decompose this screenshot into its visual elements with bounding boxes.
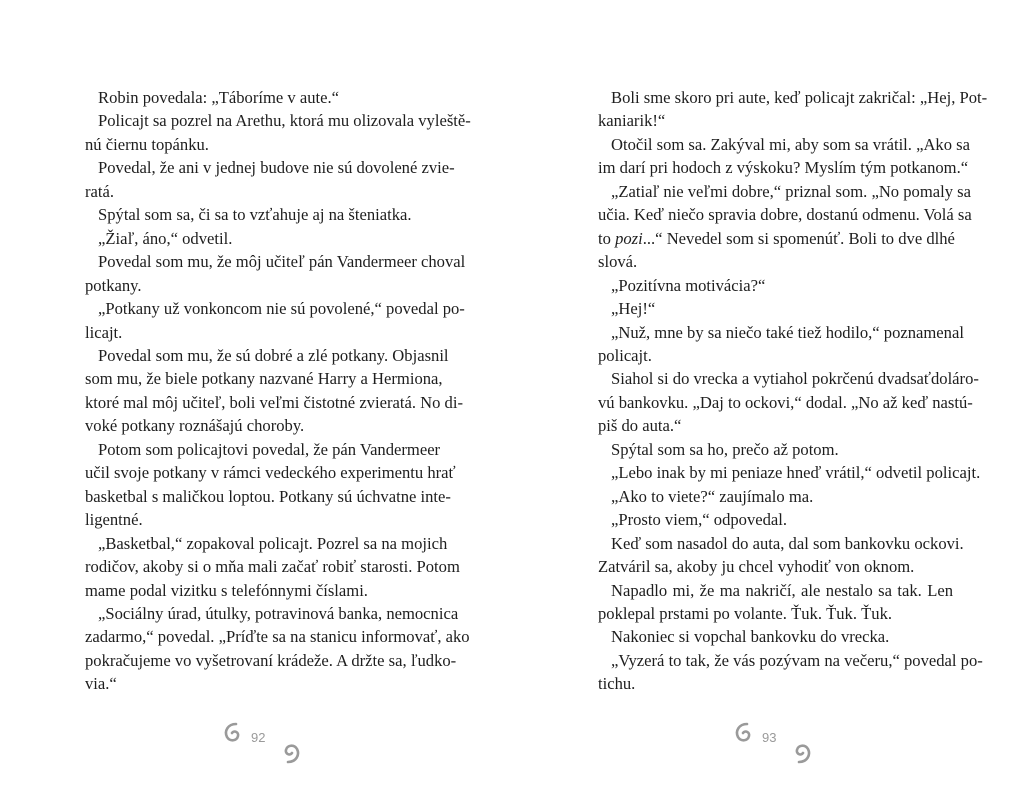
paragraph [598,86,988,133]
paragraph [598,297,953,320]
text-line: kaniarik!“ [598,111,666,131]
text-line: „Pozitívna motivácia?“ [611,275,766,295]
text-line: Siahol si do vrecka a vytiahol pokrčenú dvadsaťdoláro- [611,369,979,389]
text-line: ratá. [85,181,115,201]
text-line: vú bankovku. „Daj to ockovi,“ dodal. „No až keď nastú- [598,392,973,412]
paragraph [85,602,470,696]
text-line: „Hej!“ [611,299,656,319]
text-line: rodičov, akoby si o mňa mali začať robiť starosti. Potom [85,557,460,577]
text-line: mame podal vizitku s telefónnymi číslami. [85,580,368,600]
text-line: Boli sme skoro pri aute, keď policajt zakričal: „Hej, Pot- [611,88,988,107]
paragraph [85,438,456,532]
paragraph [598,438,953,461]
text-line: policajt. [598,345,652,365]
text-line: „Nuž, mne by sa niečo také tiež hodilo,“ poznamenal [611,322,964,342]
text-line: Zatváril sa, akoby ju chcel vyhodiť von oknom. [598,557,915,577]
text-line: Povedal, že ani v jednej budove nie sú dovolené zvie- [98,158,455,178]
page-number: 92 [251,730,266,745]
paragraph [85,532,460,602]
text-line: voké potkany roznášajú choroby. [85,416,305,436]
paragraph [598,532,964,579]
text-line: Spýtal som sa ho, prečo až potom. [611,439,839,459]
text-line: Spýtal som sa, či sa to vzťahuje aj na šteniatka. [98,205,412,225]
text-line: „Prosto viem,“ odpovedal. [611,510,788,530]
paragraph [598,367,979,437]
paragraph [598,508,953,531]
paragraph [85,86,440,109]
text-line: „Lebo inak by mi peniaze hneď vrátil,“ odvetil policajt. [611,463,981,483]
text-line: Policajt sa pozrel na Arethu, ktorá mu olizovala vyleště- [98,111,471,131]
text-line: „Ako to viete?“ zaujímalo ma. [611,486,814,506]
text-line: „Vyzerá to tak, že vás pozývam na večeru,“ povedal po- [611,650,983,670]
paragraph [85,297,465,344]
right-page-footer [733,718,813,768]
text-line: „Žiaľ, áno,“ odvetil. [98,228,233,248]
text-line: im darí pri hodoch z výskoku? Myslím tým potkanom.“ [598,158,969,178]
text-line: som mu, že biele potkany nazvané Harry a Hermiona, [85,369,443,389]
text-line: Otočil som sa. Zakýval mi, aby som sa vrátil. „Ako sa [611,134,971,154]
text-line: poklepal prstami po volante. Ťuk. Ťuk. Ťuk. [598,603,893,623]
text-line: zadarmo,“ povedal. „Príďte sa na stanicu informovať, ako [85,627,470,647]
text-line: Povedal som mu, že sú dobré a zlé potkany. Objasnil [98,345,449,365]
paragraph [598,321,964,368]
text-line: potkany. [85,275,142,295]
paragraph [598,649,983,696]
text-line: „Sociálny úrad, útulky, potravinová banka, nemocnica [98,603,459,623]
text-line: Nakoniec si vopchal bankovku do vrecka. [611,627,890,647]
text-line: ktoré mal môj učiteľ, boli veľmi čistotné zvieratá. No di- [85,392,463,412]
paragraph [598,274,953,297]
text-line: nú čiernu topánku. [85,134,209,154]
left-page-text [85,86,471,696]
text-line: slová. [598,252,638,272]
right-page-text [598,86,988,696]
text-line: Potom som policajtovi povedal, že pán Vandermeer [98,439,441,459]
paragraph [598,485,953,508]
text-line: „Basketbal,“ zopakoval policajt. Pozrel sa na mojich [98,533,448,553]
text-line: licajt. [85,322,123,342]
text-line: Robin povedala: „Táboríme v aute.“ [98,88,339,107]
text-line: „Potkany už vonkoncom nie sú povolené,“ povedal po- [98,299,465,319]
paragraph [598,180,972,274]
paragraph [85,344,463,438]
paragraph [598,579,953,626]
paragraph [85,109,471,156]
text-line: Povedal som mu, že môj učiteľ pán Vandermeer choval [98,252,466,272]
page-number: 93 [762,730,777,745]
text-line: Keď som nasadol do auta, dal som bankovku ockovi. [611,533,964,553]
text-line: to pozi...“ Nevedel som si spomenúť. Boli to dve dlhé [598,228,955,248]
text-line: pokračujeme vo vyšetrovaní krádeže. A držte sa, ľudko- [85,650,457,670]
text-line: basketbal s maličkou loptou. Potkany sú úchvatne inte- [85,486,451,506]
paragraph [598,133,971,180]
paragraph [85,250,466,297]
text-line: ligentné. [85,510,143,530]
paragraph [85,227,440,250]
text-line: učia. Keď niečo spravia dobre, dostanú odmenu. Volá sa [598,205,972,225]
paragraph [85,156,455,203]
text-line: „Zatiaľ nie veľmi dobre,“ priznal som. „No pomaly sa [611,181,971,201]
text-line: Napadlo mi, že ma nakričí, ale nestalo sa tak. Len [611,580,953,600]
paragraph [85,203,440,226]
text-line: tichu. [598,674,636,694]
paragraph [598,461,981,484]
text-line: via.“ [85,674,117,694]
left-page-footer [222,718,302,768]
text-line: piš do auta.“ [598,416,682,436]
text-line: učil svoje potkany v rámci vedeckého experimentu hrať [85,463,456,483]
paragraph [598,625,953,648]
